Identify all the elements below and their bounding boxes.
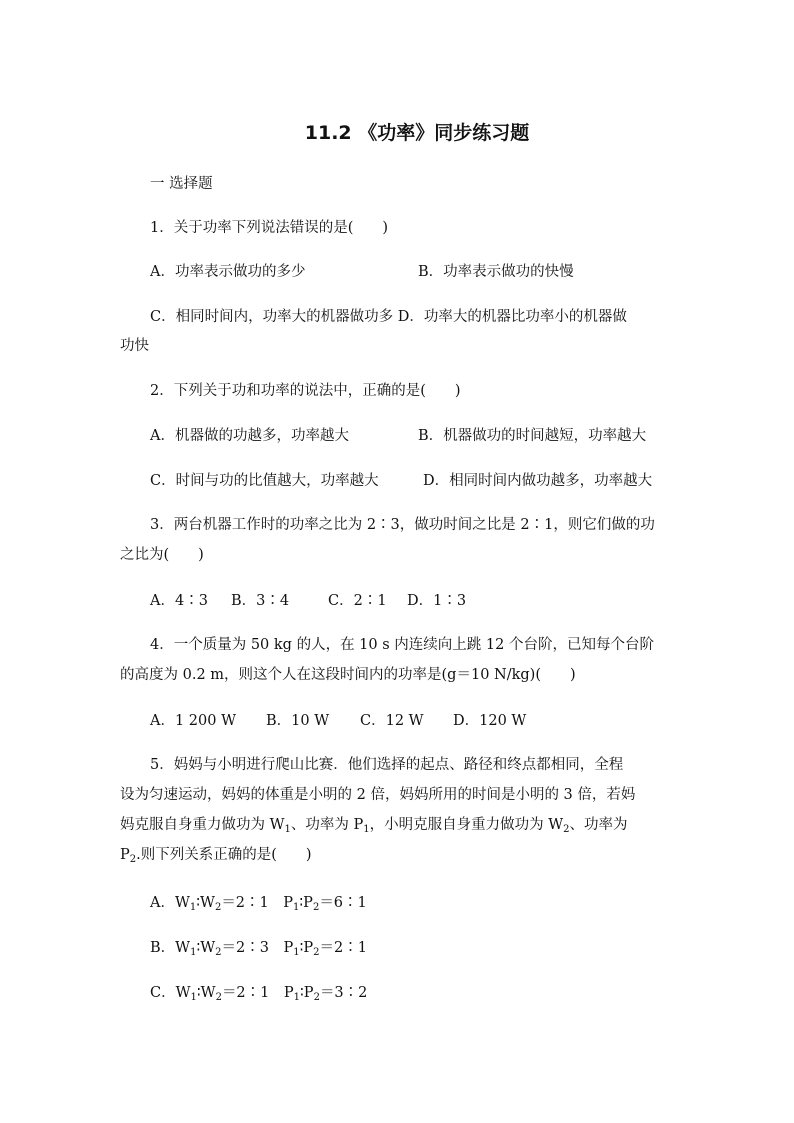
question-2-option-d: D．相同时间内做功越多，功率越大 [423,473,653,489]
question-3-option-d: D．1∶3 [407,593,467,609]
question-1-option-b: B．功率表示做功的快慢 [418,264,574,280]
question-5-option-a: A．$W_1∶W_2=2∶1$ $P_1∶P_2=6∶1$ [150,895,367,913]
question-5-stem-line4: $P_2$.则下列关系正确的是( ) [120,847,312,865]
question-5-stem: 5．妈妈与小明进行爬山比赛．他们选择的起点、路径和终点都相同，全程 [150,757,624,773]
question-1-options-cd: C．相同时间内，功率大的机器做功多 D．功率大的机器比功率小的机器做 [150,309,627,325]
question-3-stem: 3．两台机器工作时的功率之比为 2∶3，做功时间之比是 2∶1，则它们做的功 [150,517,655,533]
question-4-stem-cont: 的高度为 0.2 m，则这个人在这段时间内的功率是(g＝10 N/kg)( ) [120,667,576,683]
question-4-option-a: A．1 200 W [150,713,236,729]
question-4-option-d: D．120 W [453,713,527,729]
question-3-option-a: A．4∶3 [150,593,208,609]
question-2-option-a: A．机器做的功越多，功率越大 [150,428,349,444]
question-3-stem-cont: 之比为( ) [120,547,204,563]
question-1-stem: 1．关于功率下列说法错误的是( ) [150,220,389,236]
question-4-stem: 4．一个质量为 50 kg 的人，在 10 s 内连续向上跳 12 个台阶，已知每个台阶 [150,637,654,653]
question-5-option-b: B．$W_1∶W_2=2∶3$ $P_1∶P_2=2∶1$ [150,940,367,958]
question-2-option-c: C．时间与功的比值越大，功率越大 [150,473,379,489]
question-3-option-c: C．2∶1 [328,593,387,609]
question-3-option-b: B．3∶4 [231,593,290,609]
question-4-option-c: C．12 W [360,713,424,729]
question-1-option-a: A．功率表示做功的多少 [150,264,306,280]
question-1-options-cd-cont: 功快 [120,338,149,354]
question-5-stem-line3: 妈克服自身重力做功为 $W_1$、功率为 $P_1$，小明克服自身重力做功为 $W_2$、功率为 [120,817,628,835]
question-4-option-b: B．10 W [266,713,330,729]
question-2-stem: 2．下列关于功和功率的说法中，正确的是( ) [150,383,461,399]
question-5-stem-line2: 设为匀速运动，妈妈的体重是小明的 2 倍，妈妈所用的时间是小明的 3 倍，若妈 [120,787,636,803]
page-title: 11.2 《功率》同步练习题 [304,122,530,144]
question-5-option-c: C．$W_1∶W_2=2∶1$ $P_1∶P_2=3∶2$ [150,985,368,1003]
section-heading: 一 选择题 [150,176,213,192]
question-2-option-b: B．机器做功的时间越短，功率越大 [418,428,647,444]
